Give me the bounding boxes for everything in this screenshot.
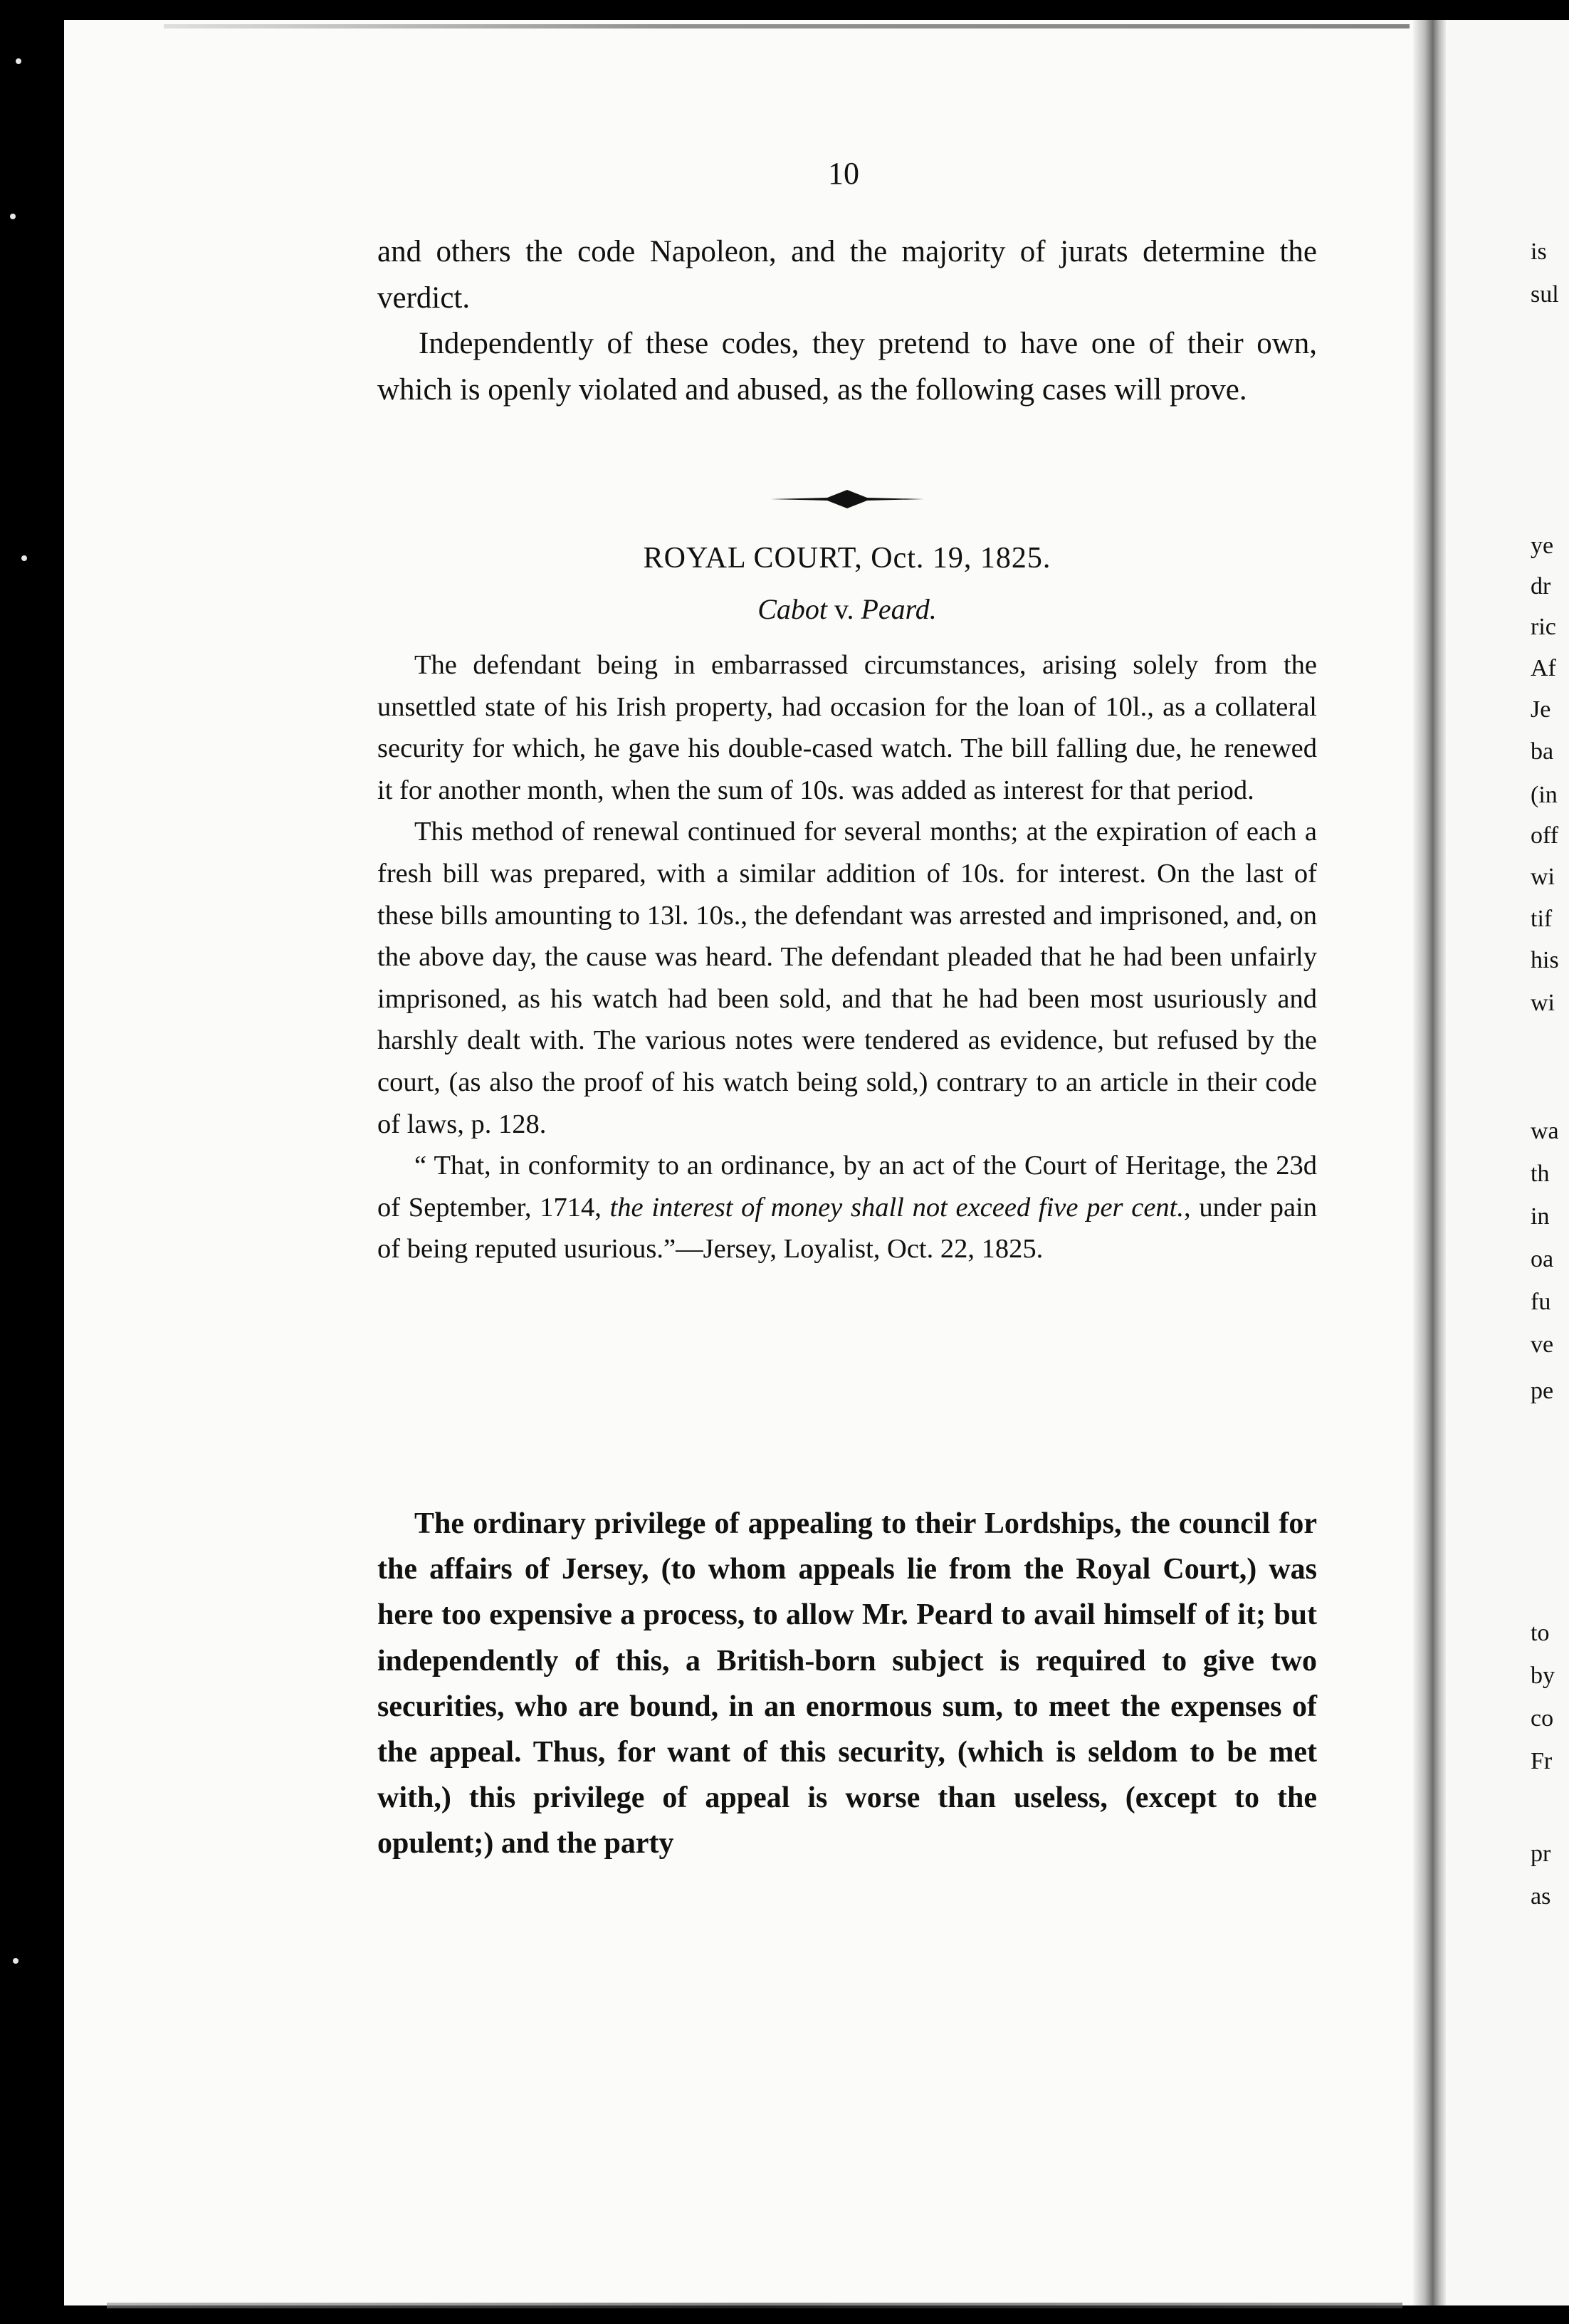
commentary-paragraph: The ordinary privilege of appealing to their Lordships, the council for the affairs of Jersey, (to whom appeals lie from the Royal Court,) was here too expensive a process, to allow Mr. Peard to avail himself of it; but independently of this, a British-born subject is required to give two securities, who are bound, in an enormous sum, to meet the expenses of the appeal. Thus, for want of this security, (which is seldom to be met with,) this privilege of appeal is worse than useless, (except to the opulent;) and the party (377, 1507, 1317, 1860)
facing-page-fragment: tif (1531, 906, 1553, 932)
case-parties (377, 592, 1317, 626)
facing-page-fragment: wa (1531, 1118, 1559, 1144)
defendant-name: Peard. (861, 593, 937, 625)
scan-top-edge (164, 24, 1410, 28)
facing-page-fragment: wi (1531, 990, 1555, 1016)
report-paragraph-1: The defendant being in embarrassed circumstances, arising solely from the unsettled state of his Irish property, had occasion for the loan of 10l., as a collateral security for which, he gave his double-cased watch. The bill falling due, he renewed it for another month, when the sum of 10s. was added as interest for that period. (377, 650, 1317, 805)
facing-page-fragment: as (1531, 1883, 1551, 1910)
facing-page-fragment: his (1531, 947, 1559, 973)
facing-page-fragment: pr (1531, 1841, 1551, 1867)
facing-page-fragment: Je (1531, 696, 1551, 723)
facing-page-fragment: ye (1531, 533, 1554, 559)
facing-page-fragment: off (1531, 822, 1559, 849)
facing-page-fragment: Af (1531, 655, 1556, 681)
plaintiff-name: Cabot (757, 593, 828, 625)
facing-page-fragment: oa (1531, 1246, 1554, 1272)
quotation-text-start: “ That, in conformity to an ordinance, by an act of the Court of Heritage, the 23d of September, 1714, (377, 1151, 1317, 1223)
facing-page-fragment: ba (1531, 738, 1554, 765)
facing-page-fragment: pe (1531, 1378, 1554, 1404)
facing-page-fragment: to (1531, 1620, 1550, 1646)
quotation-italic: the interest of money shall not exceed five per cent. (609, 1192, 1184, 1223)
facing-page-fragment: fu (1531, 1289, 1551, 1315)
commentary-text (377, 1501, 1317, 1867)
scan-bottom-edge (107, 2303, 1402, 2308)
report-paragraph-2: This method of renewal continued for several months; at the expiration of each a fresh bill was prepared, with a similar addition of 10s. for interest. On the last of these bills amounting to 13l. 10s., the defendant was arrested and imprisoned, and, on the above day, the cause was heard. The defendant pleaded that he had been unfairly imprisoned, as his watch had been sold, and that he had been most usuriously and harshly dealt with. The various notes were tendered as evidence, but refused by the court, (as also the proof of his watch being sold,) contrary to an article in their code of laws, p. 128. (377, 817, 1317, 1139)
facing-page-fragment: ric (1531, 614, 1556, 640)
versus-label: v. (834, 593, 854, 625)
page-number: 10 (828, 156, 859, 191)
intro-paragraph-1: and others the code Napoleon, and the majority of jurats determine the verdict. (377, 235, 1317, 315)
facing-page-fragment: th (1531, 1161, 1550, 1187)
facing-page-fragment: by (1531, 1663, 1555, 1689)
facing-page-fragment: ve (1531, 1331, 1554, 1358)
facing-page-fragment: dr (1531, 573, 1551, 600)
scan-margin-specks (0, 0, 64, 2324)
facing-page-fragment: co (1531, 1705, 1554, 1732)
report-quotation (377, 1145, 1317, 1270)
case-heading: ROYAL COURT, Oct. 19, 1825. (643, 542, 1051, 575)
book-gutter (1413, 20, 1446, 2305)
facing-page (1446, 20, 1569, 2305)
intro-paragraph-2: Independently of these codes, they pretend to have one of their own, which is openly violated and abused, as the following cases will prove. (377, 327, 1317, 407)
quotation-text-end: , under pain of being reputed usurious.”—Jersey, Loyalist, Oct. 22, 1825. (377, 1192, 1318, 1265)
facing-page-fragment: (in (1531, 782, 1558, 808)
facing-page-fragment: sul (1531, 281, 1559, 308)
facing-page-fragment: in (1531, 1203, 1550, 1230)
section-divider-ornament (770, 488, 924, 510)
facing-page-fragment: is (1531, 239, 1547, 265)
facing-page-fragment: wi (1531, 864, 1555, 890)
case-report (377, 644, 1317, 1270)
facing-page-fragment: Fr (1531, 1748, 1553, 1774)
intro-text (377, 229, 1317, 413)
